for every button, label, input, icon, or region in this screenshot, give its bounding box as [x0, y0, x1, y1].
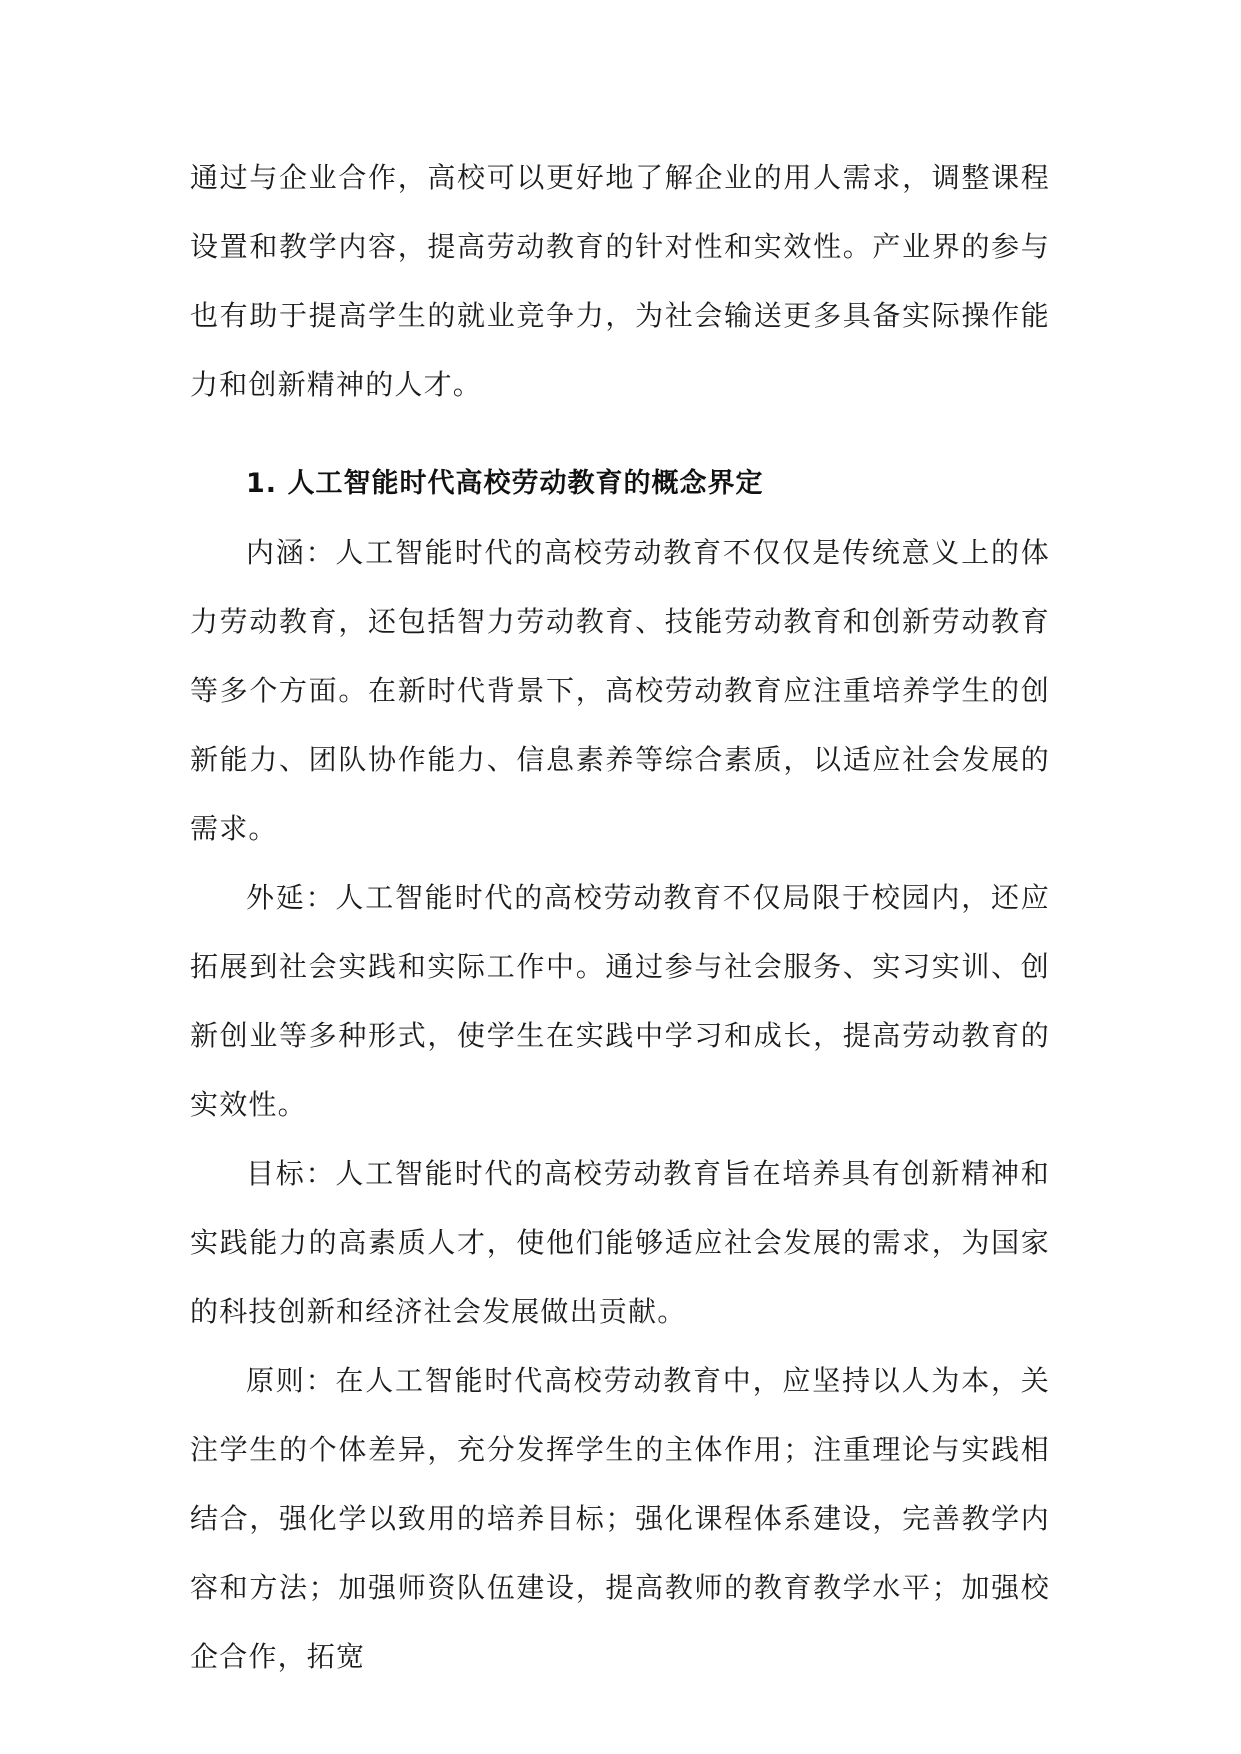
paragraph-goal: 目标：人工智能时代的高校劳动教育旨在培养具有创新精神和实践能力的高素质人才，使他们能够适应社会发展的需求，为国家的科技创新和经济社会发展做出贡献。 — [190, 1157, 1050, 1328]
document-body — [190, 143, 1050, 1691]
paragraph-extension: 外延：人工智能时代的高校劳动教育不仅局限于校园内，还应拓展到社会实践和实际工作中。通过参与社会服务、实习实训、创新创业等多种形式，使学生在实践中学习和成长，提高劳动教育的实效性。 — [190, 881, 1050, 1121]
section-heading: 1. 人工智能时代高校劳动教育的概念界定 — [246, 468, 764, 499]
paragraph-connotation: 内涵：人工智能时代的高校劳动教育不仅仅是传统意义上的体力劳动教育，还包括智力劳动教育、技能劳动教育和创新劳动教育等多个方面。在新时代背景下，高校劳动教育应注重培养学生的创新能力、团队协作能力、信息素养等综合素质，以适应社会发展的需求。 — [190, 536, 1050, 845]
paragraph-principle: 原则：在人工智能时代高校劳动教育中，应坚持以人为本，关注学生的个体差异，充分发挥学生的主体作用；注重理论与实践相结合，强化学以致用的培养目标；强化课程体系建设，完善教学内容和方法；加强师资队伍建设，提高教师的教育教学水平；加强校企合作，拓宽 — [190, 1364, 1050, 1673]
paragraph-continuation: 通过与企业合作，高校可以更好地了解企业的用人需求，调整课程设置和教学内容，提高劳动教育的针对性和实效性。产业界的参与也有助于提高学生的就业竞争力，为社会输送更多具备实际操作能力和创新精神的人才。 — [190, 161, 1050, 401]
